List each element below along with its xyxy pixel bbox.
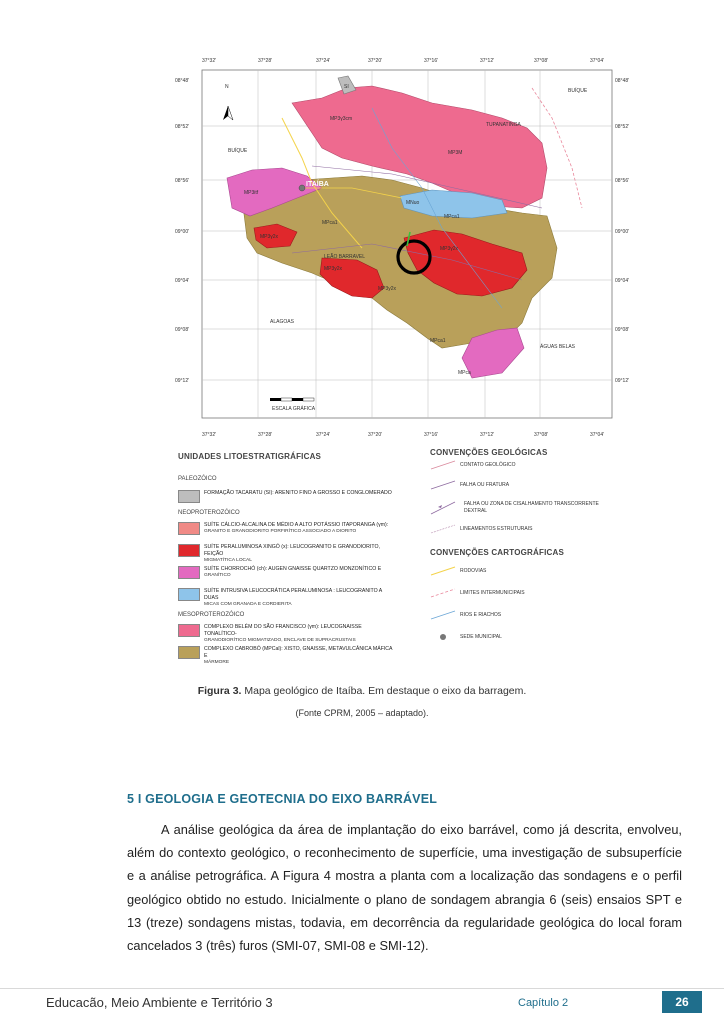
unit-mnu-label: MNuo bbox=[406, 200, 420, 206]
legend-cisalhamento-text: FALHA OU ZONA DE CISALHAMENTO TRANSCORRENTE bbox=[464, 501, 599, 507]
river-icon bbox=[430, 610, 456, 620]
legend-xingo-text: SUÍTE PERALUMINOSA XINGÓ (x): LEUCOGRANITO E GRANODIORITO, FEIÇÃO bbox=[204, 544, 380, 557]
place-buique-right: BUÍQUE bbox=[568, 88, 588, 94]
place-mao: LEÃO BARRAVEL bbox=[324, 254, 366, 260]
figure-caption-text: Mapa geológico de Itaíba. Em destaque o eixo da barragem. bbox=[241, 685, 527, 697]
place-buique-left: BUÍQUE bbox=[228, 148, 248, 154]
legend-item-rodovias bbox=[430, 566, 486, 576]
legend-item-belem bbox=[178, 624, 394, 644]
tick-right-1: 08°52' bbox=[615, 124, 630, 130]
tick-left-5: 09°08' bbox=[175, 327, 190, 333]
contact-line-icon bbox=[430, 460, 456, 470]
tick-bottom-0: 37°32' bbox=[202, 432, 217, 438]
tick-right-0: 08°48' bbox=[615, 78, 630, 84]
unit-mpca1-label: MPca1 bbox=[322, 220, 338, 226]
tick-bottom-2: 37°24' bbox=[316, 432, 331, 438]
tick-top-7: 37°04' bbox=[590, 58, 605, 64]
tick-bottom-1: 37°28' bbox=[258, 432, 273, 438]
tick-top-3: 37°20' bbox=[368, 58, 383, 64]
tick-right-4: 09°04' bbox=[615, 278, 630, 284]
legend-item-chorroho bbox=[178, 566, 394, 579]
tick-bottom-6: 37°08' bbox=[534, 432, 549, 438]
legend-item-rios bbox=[430, 610, 501, 620]
unit-mpcs-label: MPca bbox=[458, 370, 471, 376]
geologic-map bbox=[172, 48, 640, 441]
place-alagoas: ALAGOAS bbox=[270, 319, 294, 325]
page-footer bbox=[0, 988, 724, 1017]
place-itaiba: ITAÍBA bbox=[306, 181, 329, 188]
legend-item-falha bbox=[430, 480, 509, 490]
legend-cisalhamento-desc: DEXTRAL bbox=[464, 508, 488, 514]
legend-xingo-desc: MIGMATÍTICA LOCAL bbox=[204, 558, 252, 563]
tick-left-3: 09°00' bbox=[175, 229, 190, 235]
legend-item-cisalhamento bbox=[430, 500, 599, 516]
legend-cabrobo-desc: MÁRMORE bbox=[204, 660, 230, 665]
tick-left-0: 08°48' bbox=[175, 78, 190, 84]
tick-left-2: 08°56' bbox=[175, 178, 190, 184]
legend-chorroho-text: SUÍTE CHORROCHÓ (ch): AUGEN GNAISSE QUARTZO MONZONÍTICO E bbox=[204, 566, 382, 572]
tick-left-4: 09°04' bbox=[175, 278, 190, 284]
figure-caption bbox=[0, 685, 724, 697]
legend-rodovias-text: RODOVIAS bbox=[460, 568, 487, 574]
footer-page-number: 26 bbox=[662, 991, 702, 1013]
legend-contato-text: CONTATO GEOLÓGICO bbox=[460, 462, 516, 468]
swatch-xingo bbox=[178, 544, 200, 557]
legend-item-intrusiva bbox=[178, 588, 394, 608]
legend-rios-text: RIOS E RIACHOS bbox=[460, 612, 502, 618]
unit-mp3-left-label: MP3itf bbox=[244, 190, 259, 196]
unit-mp3-red4-label: MP3y2x bbox=[378, 286, 397, 292]
tick-left-6: 09°12' bbox=[175, 378, 190, 384]
tick-bottom-4: 37°16' bbox=[424, 432, 439, 438]
place-aguas-belas: ÁGUAS BELAS bbox=[540, 344, 576, 350]
legend-itaporanga-text: SUÍTE CÁLCIO-ALCALINA DE MÉDIO A ALTO POTÁSSIO ITAPORANGA (γm): bbox=[204, 522, 389, 528]
legend-geo-title: CONVENÇÕES GEOLÓGICAS bbox=[430, 448, 548, 457]
tick-top-6: 37°08' bbox=[534, 58, 549, 64]
unit-mp3-bs-label: MP3γ3cm bbox=[330, 116, 353, 122]
tick-top-4: 37°16' bbox=[424, 58, 439, 64]
municipal-seat-icon bbox=[430, 632, 456, 642]
swatch-belem bbox=[178, 624, 200, 637]
legend-item-cabrobo bbox=[178, 646, 394, 666]
municipal-seat-marker bbox=[299, 185, 305, 191]
lineament-icon bbox=[430, 524, 456, 534]
scale-bar bbox=[270, 398, 314, 401]
swatch-chorroho bbox=[178, 566, 200, 579]
unit-mpca3-label: MPca1 bbox=[430, 338, 446, 344]
municipal-limit-icon bbox=[430, 588, 456, 598]
figure-source: (Fonte CPRM, 2005 – adaptado). bbox=[295, 708, 429, 718]
footer-book-title: Educacão, Meio Ambiente e Território 3 bbox=[46, 995, 273, 1010]
unit-mp3m-label: MP3M bbox=[448, 150, 463, 156]
legend-belem-desc: GRANODIORÍTICO MIGMATIZADO, ENCLAVE DE SUPRACRUSTAIS bbox=[204, 638, 356, 643]
legend-item-sede bbox=[430, 632, 502, 642]
tick-right-3: 09°00' bbox=[615, 229, 630, 235]
tick-right-2: 08°56' bbox=[615, 178, 630, 184]
legend-item-contato bbox=[430, 460, 516, 470]
legend-cabrobo-text: COMPLEXO CABROBÓ (MPCal): XISTO, GNAISSE, METAVULCÂNICA MÁFICA E bbox=[204, 646, 393, 659]
unit-mp3-red-label: MP3γ2x bbox=[440, 246, 459, 252]
swatch-intrusiva bbox=[178, 588, 200, 601]
body-paragraph: A análise geológica da área de implantação do eixo barrável, como já descrita, envolveu, além do contexto geológico, o reconhecimento de superfície, uma investigação de subsuperfície e a análise petrográfica. A Figura 4 mostra a planta com a localização das sondagens e o perfil geológico obtido no estudo. Inicialmente o plano de sondagem abrangia 6 (seis) ensaios SPT e 13 (treze) sondagens mistas, todavia, em decorrência da regularidade geológica do local foram cancelados 3 (três) furos (SMI-07, SMI-08 e SMI-12). bbox=[127, 822, 682, 954]
unit-mp3-red2-label: MP3γ2x bbox=[260, 234, 279, 240]
tick-right-5: 09°08' bbox=[615, 327, 630, 333]
swatch-tacaratu bbox=[178, 490, 200, 503]
tick-right-6: 09°12' bbox=[615, 378, 630, 384]
swatch-cabrobo bbox=[178, 646, 200, 659]
fault-line-icon bbox=[430, 480, 456, 490]
legend-units-title: UNIDADES LITOESTRATIGRÁFICAS bbox=[178, 452, 322, 461]
geologic-map-figure bbox=[172, 48, 640, 668]
footer-chapter: Capítulo 2 bbox=[518, 997, 569, 1009]
figure-caption-label: Figura 3. bbox=[197, 685, 242, 697]
legend-item-tacaratu bbox=[178, 490, 394, 503]
tick-bottom-5: 37°12' bbox=[480, 432, 495, 438]
unit-mpca2-label: MPca1 bbox=[444, 214, 460, 220]
unit-si-label: SI bbox=[344, 84, 349, 90]
legend-sede-text: SEDE MUNICIPAL bbox=[460, 634, 502, 640]
tick-top-5: 37°12' bbox=[480, 58, 495, 64]
north-label: N bbox=[225, 84, 229, 90]
legend-tacaratu-text: FORMAÇÃO TACARATU (SI): ARENITO FINO A GROSSO E CONGLOMERADO bbox=[204, 490, 392, 496]
legend-paleozoico: PALEOZÓICO bbox=[178, 476, 217, 482]
road-icon bbox=[430, 566, 456, 576]
legend-carto-title: CONVENÇÕES CARTOGRÁFICAS bbox=[430, 548, 564, 557]
place-tupanatinga: TUPANATINGA bbox=[486, 122, 521, 128]
tick-top-1: 37°28' bbox=[258, 58, 273, 64]
map-drawing bbox=[172, 48, 640, 441]
scale-label: ESCALA GRÁFICA bbox=[272, 406, 316, 412]
shear-zone-icon bbox=[430, 500, 456, 516]
swatch-itaporanga bbox=[178, 522, 200, 535]
legend-belem-text: COMPLEXO BELÉM DO SÃO FRANCISCO (γm): LEUCOGNAISSE TONALÍTICO- bbox=[204, 624, 362, 637]
legend-item-lineamentos bbox=[430, 524, 532, 534]
legend-lineamentos-text: LINEAMENTOS ESTRUTURAIS bbox=[460, 526, 533, 532]
tick-bottom-7: 37°04' bbox=[590, 432, 605, 438]
tick-bottom-3: 37°20' bbox=[368, 432, 383, 438]
tick-top-2: 37°24' bbox=[316, 58, 331, 64]
unit-mp3-red3-label: MP3y2x bbox=[324, 266, 343, 272]
tick-top-0: 37°32' bbox=[202, 58, 217, 64]
map-legend bbox=[172, 448, 640, 668]
legend-neoproterozoico: NEOPROTEROZÓICO bbox=[178, 510, 240, 516]
legend-intrusiva-text: SUÍTE INTRUSIVA LEUCOCRÁTICA PERALUMINOSA : LEUCOGRANITO A DUAS bbox=[204, 588, 382, 601]
legend-item-limites bbox=[430, 588, 525, 598]
legend-item-itaporanga bbox=[178, 522, 394, 535]
legend-chorroho-desc: GRANÍTICO bbox=[204, 573, 231, 578]
tick-left-1: 08°52' bbox=[175, 124, 190, 130]
legend-intrusiva-desc: MICAS COM GRANADA E CORDIERITA bbox=[204, 602, 292, 607]
legend-falha-text: FALHA OU FRATURA bbox=[460, 482, 510, 488]
legend-limites-text: LIMITES INTERMUNICIPAIS bbox=[460, 590, 525, 596]
legend-mesoproterozoico: MESOPROTEROZÓICO bbox=[178, 612, 245, 618]
legend-itaporanga-desc: GRANITO E GRANODIORITO PORFIRÍTICO ASSOCIADO A DIORITO bbox=[204, 529, 357, 534]
legend-item-xingo bbox=[178, 544, 394, 564]
section-heading: 5 I GEOLOGIA E GEOTECNIA DO EIXO BARRÁVEL bbox=[127, 792, 438, 806]
